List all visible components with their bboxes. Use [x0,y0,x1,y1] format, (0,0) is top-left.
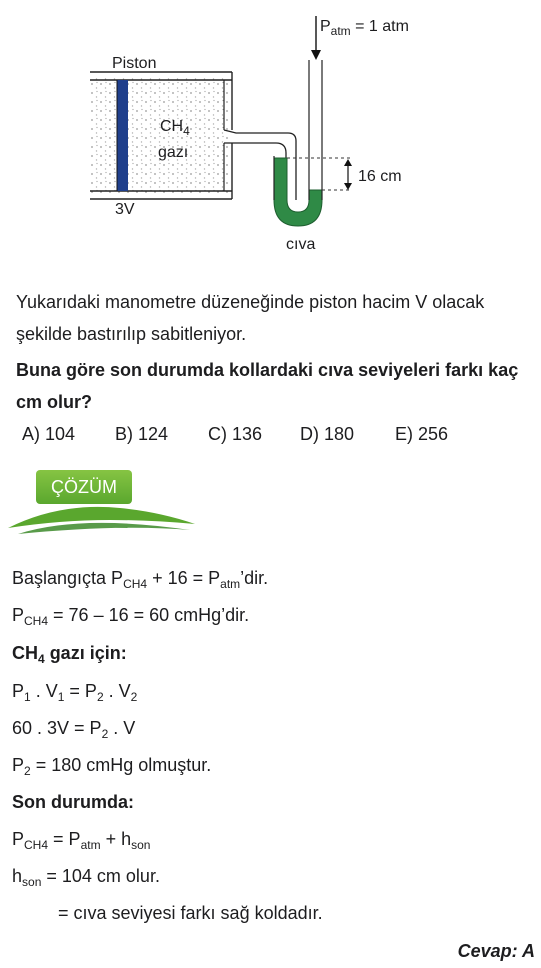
l1-sub-atm: atm [220,577,241,591]
height-label: 16 cm [358,168,402,185]
solution-line-1 [12,568,268,589]
l4-s1: 1 [24,690,31,704]
solution-line-5 [12,718,135,739]
l4-s3: 2 [96,690,104,704]
l4-s2: 1 [57,690,65,704]
l8-b: = P [48,829,81,849]
gas-formula [160,118,190,136]
solution-line-4 [12,681,137,702]
cozum-badge: ÇÖZÜM [36,470,132,504]
gas-formula-subscript: 4 [183,124,190,138]
l5-b: . V [108,718,136,738]
l1-sub-ch4: CH4 [123,577,148,591]
l8-s2: atm [80,838,101,852]
gas-label: gazı [158,144,189,161]
l8-s1: CH4 [24,838,49,852]
choice-e[interactable]: E) 256 [395,424,449,444]
volume-label: 3V [115,201,135,218]
solution-line-7: Son durumda: [12,792,134,812]
manometer-figure [0,0,541,270]
patm-subscript: atm [330,24,351,38]
l8-a: P [12,829,25,849]
u-tube [274,60,322,226]
l6-a: P [12,755,25,775]
l5-a: 60 . 3V = P [12,718,102,738]
l1-text-b: + 16 = P [147,568,221,588]
l4-d: . V [103,681,131,701]
solution-line-8 [12,829,150,850]
l4-b: . V [30,681,58,701]
l3-sub: 4 [38,652,45,666]
l9-a: h [12,866,23,886]
l4-c: = P [64,681,97,701]
height-arrow [344,159,352,190]
patm-label [320,18,409,36]
l1-text-a: Başlangıçta P [12,568,124,588]
choice-c[interactable]: C) 136 [208,424,263,444]
l2-text-b: = 76 – 16 = 60 cmHg’dir. [48,605,250,625]
l9-b: = 104 cm olur. [41,866,160,886]
l8-c: + h [100,829,132,849]
gas-formula-text: CH [160,118,184,135]
question-prompt: Buna göre son durumda kollardaki cıva seviyeleri farkı kaç cm olur? [16,360,519,412]
l6-b: = 180 cmHg olmuştur. [30,755,212,775]
l2-sub-ch4: CH4 [24,614,49,628]
answer-label: Cevap: A [457,941,535,961]
l1-text-c: ’dir. [240,568,269,588]
choice-b[interactable]: B) 124 [115,424,169,444]
solution-line-10: = cıva seviyesi farkı sağ koldadır. [58,903,323,923]
question-text: Yukarıdaki manometre düzeneğinde piston hacim V olacak şekilde bastırılıp sabitleniyor. [16,292,485,344]
l4-s4: 2 [130,690,138,704]
piston [117,80,128,191]
l5-sub: 2 [101,727,109,741]
l6-sub: 2 [24,764,31,778]
choice-a[interactable]: A) 104 [22,424,76,444]
l3-text-b: gazı için: [44,643,127,663]
l9-sub: son [22,875,42,889]
l4-a: P [12,681,25,701]
level-markers [287,158,352,190]
piston-label: Piston [112,55,157,72]
mercury-label: cıva [286,236,316,253]
solution-line-6 [12,755,211,776]
patm-value: = 1 atm [355,18,409,35]
solution-line-2 [12,605,249,626]
solution-line-9 [12,866,160,887]
patm-symbol: P [320,18,331,35]
solution-line-3 [12,643,127,664]
choice-d[interactable]: D) 180 [300,424,355,444]
l3-text-a: CH [12,643,38,663]
l2-text-a: P [12,605,25,625]
l8-s3: son [131,838,151,852]
